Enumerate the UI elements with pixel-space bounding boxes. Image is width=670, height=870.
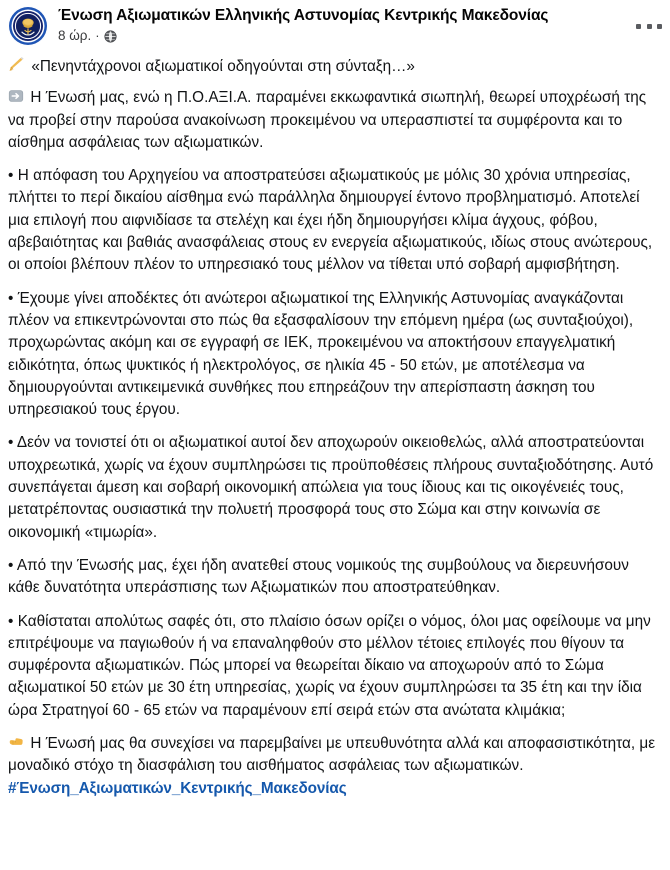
ellipsis-dot [647,24,652,29]
police-union-badge-icon [8,6,48,46]
hashtag-link[interactable]: #Ένωση_Αξιωματικών_Κεντρικής_Μακεδονίας [8,779,347,797]
globe-public-icon[interactable] [104,30,117,43]
ellipsis-dot [657,24,662,29]
post-paragraph-intro [8,87,658,154]
post-header [0,0,670,50]
post-paragraph-bullet-3: • Δεόν να τονιστεί ότι οι αξιωματικοί αυτοί δεν αποχωρούν οικειοθελώς, αλλά αποστρατεύονται υποχρεωτικά, χωρίς να έχουν συμπληρώσει τις προϋποθέσεις πλήρους συνταξιοδότησης. Αυτό συνεπάγεται άμεση και σοβαρή οικονομική απώλεια για τους ίδιους και τις οικογένειές τους, μετατρέποντας ουσιαστικά την πολυετή προσφορά τους στο Σώμα και στην κοινωνία σε οικονομική «τιμωρία». [8,434,654,541]
post-timestamp[interactable]: 8 ώρ. [58,28,92,43]
pointing-right-emoji [8,734,24,750]
meta-separator: · [95,28,100,43]
hashtag-row [8,778,658,800]
headline-text: «Πενηντάχρονοι αξιωματικοί οδηγούνται στη σύνταξη…» [31,58,415,75]
post-paragraph-bullet-5: • Καθίσταται απολύτως σαφές ότι, στο πλαίσιο όσων ορίζει ο νόμος, όλοι μας οφείλουμε να μην επιτρέψουμε να παγιωθούν ή να επαναληφθούν στο μέλλον τέτοιες επιλογές που θίγουν τα συμφέροντα αξιωματικών. Πώς μπορεί να θεωρείται δίκαιο να αποχωρούν από το Σώμα αξιωματικοί 50 ετών με 30 έτη υπηρεσίας, χωρίς να έχουν συμπληρώσει τα 35 έτη και την ίδια ώρα Στρατηγοί 60 - 65 ετών να παραμένουν επί σειρά ετών στα ανώτατα κλιμάκια; [8,612,651,719]
writing-hand-emoji [8,56,25,73]
post-content [0,50,670,800]
closing-text: Η Ένωσή μας θα συνεχίσει να παρεμβαίνει με υπευθυνότητα αλλά και αποφασιστικότητα, με μοναδικό στόχο τη διασφάλιση του αισθήματος ασφάλειας των αξιωματικών. [8,735,656,775]
post-paragraph-bullet-2: • Έχουμε γίνει αποδέκτες ότι ανώτεροι αξιωματικοί της Ελληνικής Αστυνομίας αναγκάζονται πλέον να επικεντρώνονται στο πώς θα εξασφαλίσουν την επόμενη ημέρα (ως συνταξιούχοι), προχωρώντας ακόμη και σε εγγραφή σε ΙΕΚ, προκειμένου να αποκτήσουν επαγγελματική ειδικότητα, όπως ψυκτικός ή ηλεκτρολόγος, σε ηλικία 45 - 50 ετών, με αποτέλεσμα να δημιουργούνται αντικειμενικά συνθήκες που επηρεάζουν την απερίσπαστη άσκηση του υπηρεσιακού τους έργου. [8,289,634,419]
ellipsis-dot [636,24,641,29]
post-meta [58,28,660,44]
post-paragraph-bullet-4: • Από την Ένωσής μας, έχει ήδη ανατεθεί στους νομικούς της συμβούλους να διερευνήσουν κάθε δυνατότητα υπεράσπισης των Αξιωματικών που αποστρατεύθηκαν. [8,556,629,597]
post-header-text [58,5,660,44]
post-paragraph-headline [8,56,658,78]
page-name[interactable]: Ένωση Αξιωματικών Ελληνικής Αστυνομίας Κεντρικής Μακεδονίας [58,7,549,24]
post-paragraph-closing [8,733,658,778]
right-arrow-emoji [8,88,24,104]
post-paragraph-bullet-1: • Η απόφαση του Αρχηγείου να αποστρατεύσει αξιωματικούς με μόλις 30 χρόνια υπηρεσίας, πλήττει το περί δικαίου αίσθημα ενώ παράλληλα δημιουργεί έντονο προβληματισμό. Αποτελεί μια επιλογή που αιφνιδίασε τα στελέχη και έχει ήδη δημιουργήσει κλίμα άγχους, φόβου, αβεβαιότητας και βαθιάς ανασφάλειας στους εν ενεργεία αξιωματικούς, ιδίως στους ανώτερους, οι οποίοι βλέπουν πλέον το υπηρεσιακό τους μέλλον να τίθεται υπό σοβαρή αμφισβήτηση. [8,167,653,274]
intro-text: Η Ένωσή μας, ενώ η Π.Ο.ΑΞΙ.Α. παραμένει εκκωφαντικά σιωπηλή, θεωρεί υποχρέωσή της να προβεί στην παρούσα ανακοίνωση προκειμένου να υπερασπιστεί τα συμφέροντα και το αίσθημα ασφάλειας των αξιωματικών. [8,89,647,151]
post-options-button[interactable] [636,18,662,34]
avatar[interactable] [8,6,48,46]
